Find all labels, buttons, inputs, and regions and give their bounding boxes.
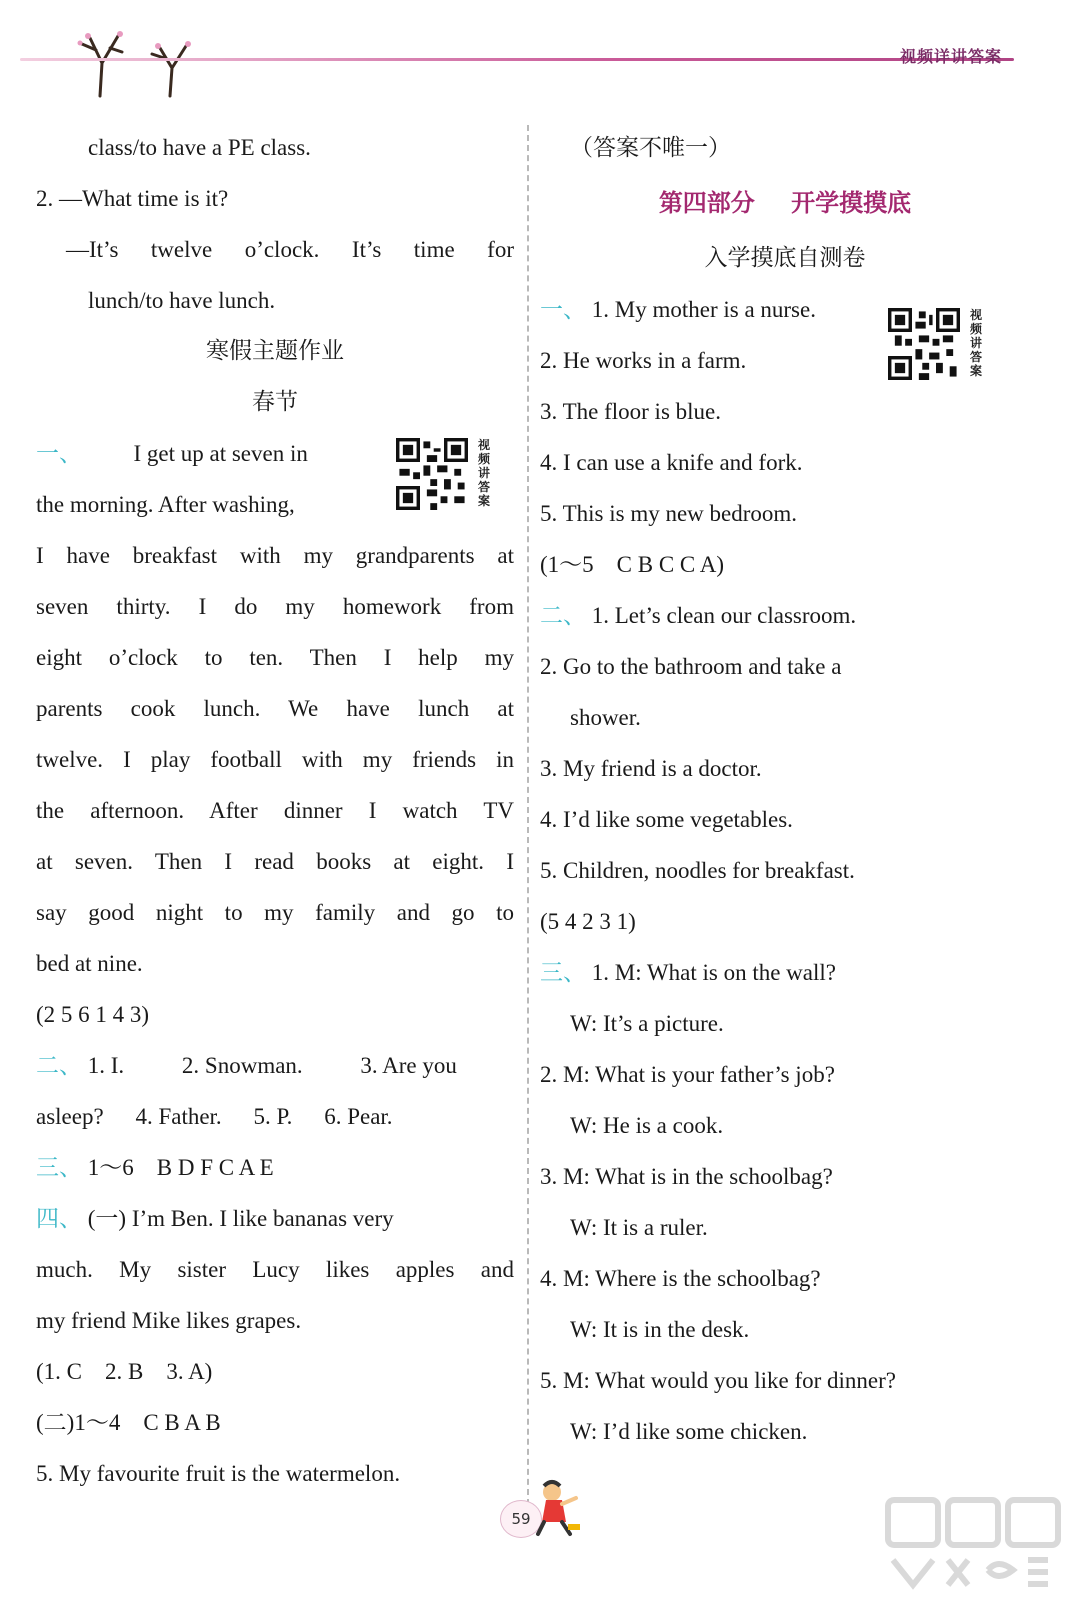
answer-line: W: I’d like some chicken.	[570, 1419, 808, 1444]
section-title: 寒假主题作业	[206, 338, 344, 364]
question-number: 二、	[540, 603, 586, 629]
answer-line: 3. My friend is a doctor.	[540, 756, 762, 781]
answer-text: 1. I.	[87, 1053, 125, 1078]
answer-line	[36, 1142, 514, 1193]
section-subtitle: 春节	[252, 389, 298, 415]
answer-line: my friend Mike likes grapes.	[36, 1308, 302, 1333]
answer-line	[36, 1193, 514, 1244]
header-tag: 视频详讲答案	[899, 47, 1002, 66]
answer-line: （答案不唯一）	[570, 135, 731, 160]
answer-line: W: It’s a picture.	[570, 1011, 724, 1036]
answer-line: (二)1～4 C B A B	[36, 1410, 221, 1435]
answer-line: shower.	[570, 705, 641, 730]
answer-line: 5. Children, noodles for breakfast.	[540, 858, 855, 883]
answer-text: 3. Are you	[360, 1053, 457, 1078]
answer-line	[36, 1040, 514, 1091]
question-number: 二、	[36, 1053, 82, 1079]
answer-text: asleep?	[36, 1104, 104, 1129]
answer-line: seven thirty. I do my homework from	[36, 594, 514, 619]
answer-line: 2. He works in a farm.	[540, 348, 747, 373]
question-number: 一、	[540, 297, 586, 323]
answer-line	[540, 590, 1030, 641]
page-number: 59	[500, 1500, 542, 1538]
watermark-logo-icon	[878, 1490, 1068, 1590]
answer-line	[540, 947, 1030, 998]
answer-line: say good night to my family and go to	[36, 900, 514, 925]
answer-text: 1. My mother is a nurse.	[591, 297, 816, 322]
qr-label: 视频讲答案	[970, 308, 983, 378]
answer-line: parents cook lunch. We have lunch at	[36, 696, 514, 721]
answer-line: 4. I can use a knife and fork.	[540, 450, 803, 475]
qr-label: 视频讲答案	[478, 438, 491, 508]
part-title: 第四部分 开学摸摸底	[658, 189, 912, 217]
answer-line: (1. C 2. B 3. A)	[36, 1359, 213, 1384]
qr-code-icon	[396, 438, 468, 510]
answer-line: W: He is a cook.	[570, 1113, 724, 1138]
answer-line: 5. My favourite fruit is the watermelon.	[36, 1461, 401, 1486]
question-number: 三、	[540, 960, 586, 986]
answer-line: 2. M: What is your father’s job?	[540, 1062, 835, 1087]
answer-line: much. My sister Lucy likes apples and	[36, 1257, 514, 1282]
answer-line: 4. M: Where is the schoolbag?	[540, 1266, 821, 1291]
answer-text: 1. M: What is on the wall?	[591, 960, 836, 985]
answer-text: 5. P.	[253, 1104, 293, 1129]
answer-line: (2 5 6 1 4 3)	[36, 1002, 150, 1027]
answer-text: I get up at seven in	[133, 441, 308, 466]
answer-line: twelve. I play football with my friends in	[36, 747, 514, 772]
part-subtitle: 入学摸底自测卷	[704, 245, 866, 271]
answer-line: 4. I’d like some vegetables.	[540, 807, 793, 832]
question-number: 三、	[36, 1155, 82, 1181]
qr-code-icon	[888, 308, 960, 380]
left-column	[36, 122, 514, 1499]
answer-line: lunch/to have lunch.	[88, 288, 276, 313]
answer-line: (1～5 C B C C A)	[540, 552, 725, 577]
answer-line: (5 4 2 3 1)	[540, 909, 636, 934]
answer-line: 2. Go to the bathroom and take a	[540, 654, 842, 679]
answer-text: 4. Father.	[135, 1104, 222, 1129]
page-header	[0, 0, 1084, 110]
answer-line: —It’s twelve o’clock. It’s time for	[66, 237, 514, 262]
header-rule	[20, 58, 1014, 61]
answer-line: eight o’clock to ten. Then I help my	[36, 645, 514, 670]
answer-line	[36, 1091, 514, 1142]
answer-line: bed at nine.	[36, 951, 143, 976]
mascot-icon	[532, 1478, 582, 1538]
answer-line: 3. M: What is in the schoolbag?	[540, 1164, 833, 1189]
question-number: 四、	[36, 1206, 82, 1232]
answer-line: the morning. After washing,	[36, 492, 295, 517]
answer-line: 5. This is my new bedroom.	[540, 501, 798, 526]
answer-line: class/to have a PE class.	[88, 135, 311, 160]
answer-line: I have breakfast with my grandparents at	[36, 543, 514, 568]
answer-line: 2. —What time is it?	[36, 186, 229, 211]
answer-line: 5. M: What would you like for dinner?	[540, 1368, 897, 1393]
answer-line: 3. The floor is blue.	[540, 399, 721, 424]
answer-line: W: It is a ruler.	[570, 1215, 708, 1240]
answer-line: W: It is in the desk.	[570, 1317, 750, 1342]
question-number: 一、	[36, 441, 82, 467]
column-divider	[527, 125, 529, 1515]
answer-text: (一) I’m Ben. I like bananas very	[87, 1206, 394, 1231]
answer-text: 6. Pear.	[324, 1104, 393, 1129]
answer-text: 1. Let’s clean our classroom.	[591, 603, 857, 628]
answer-line: the afternoon. After dinner I watch TV	[36, 798, 514, 823]
answer-line: at seven. Then I read books at eight. I	[36, 849, 514, 874]
answer-text: 1～6 B D F C A E	[87, 1155, 274, 1180]
answer-text: 2. Snowman.	[181, 1053, 303, 1078]
